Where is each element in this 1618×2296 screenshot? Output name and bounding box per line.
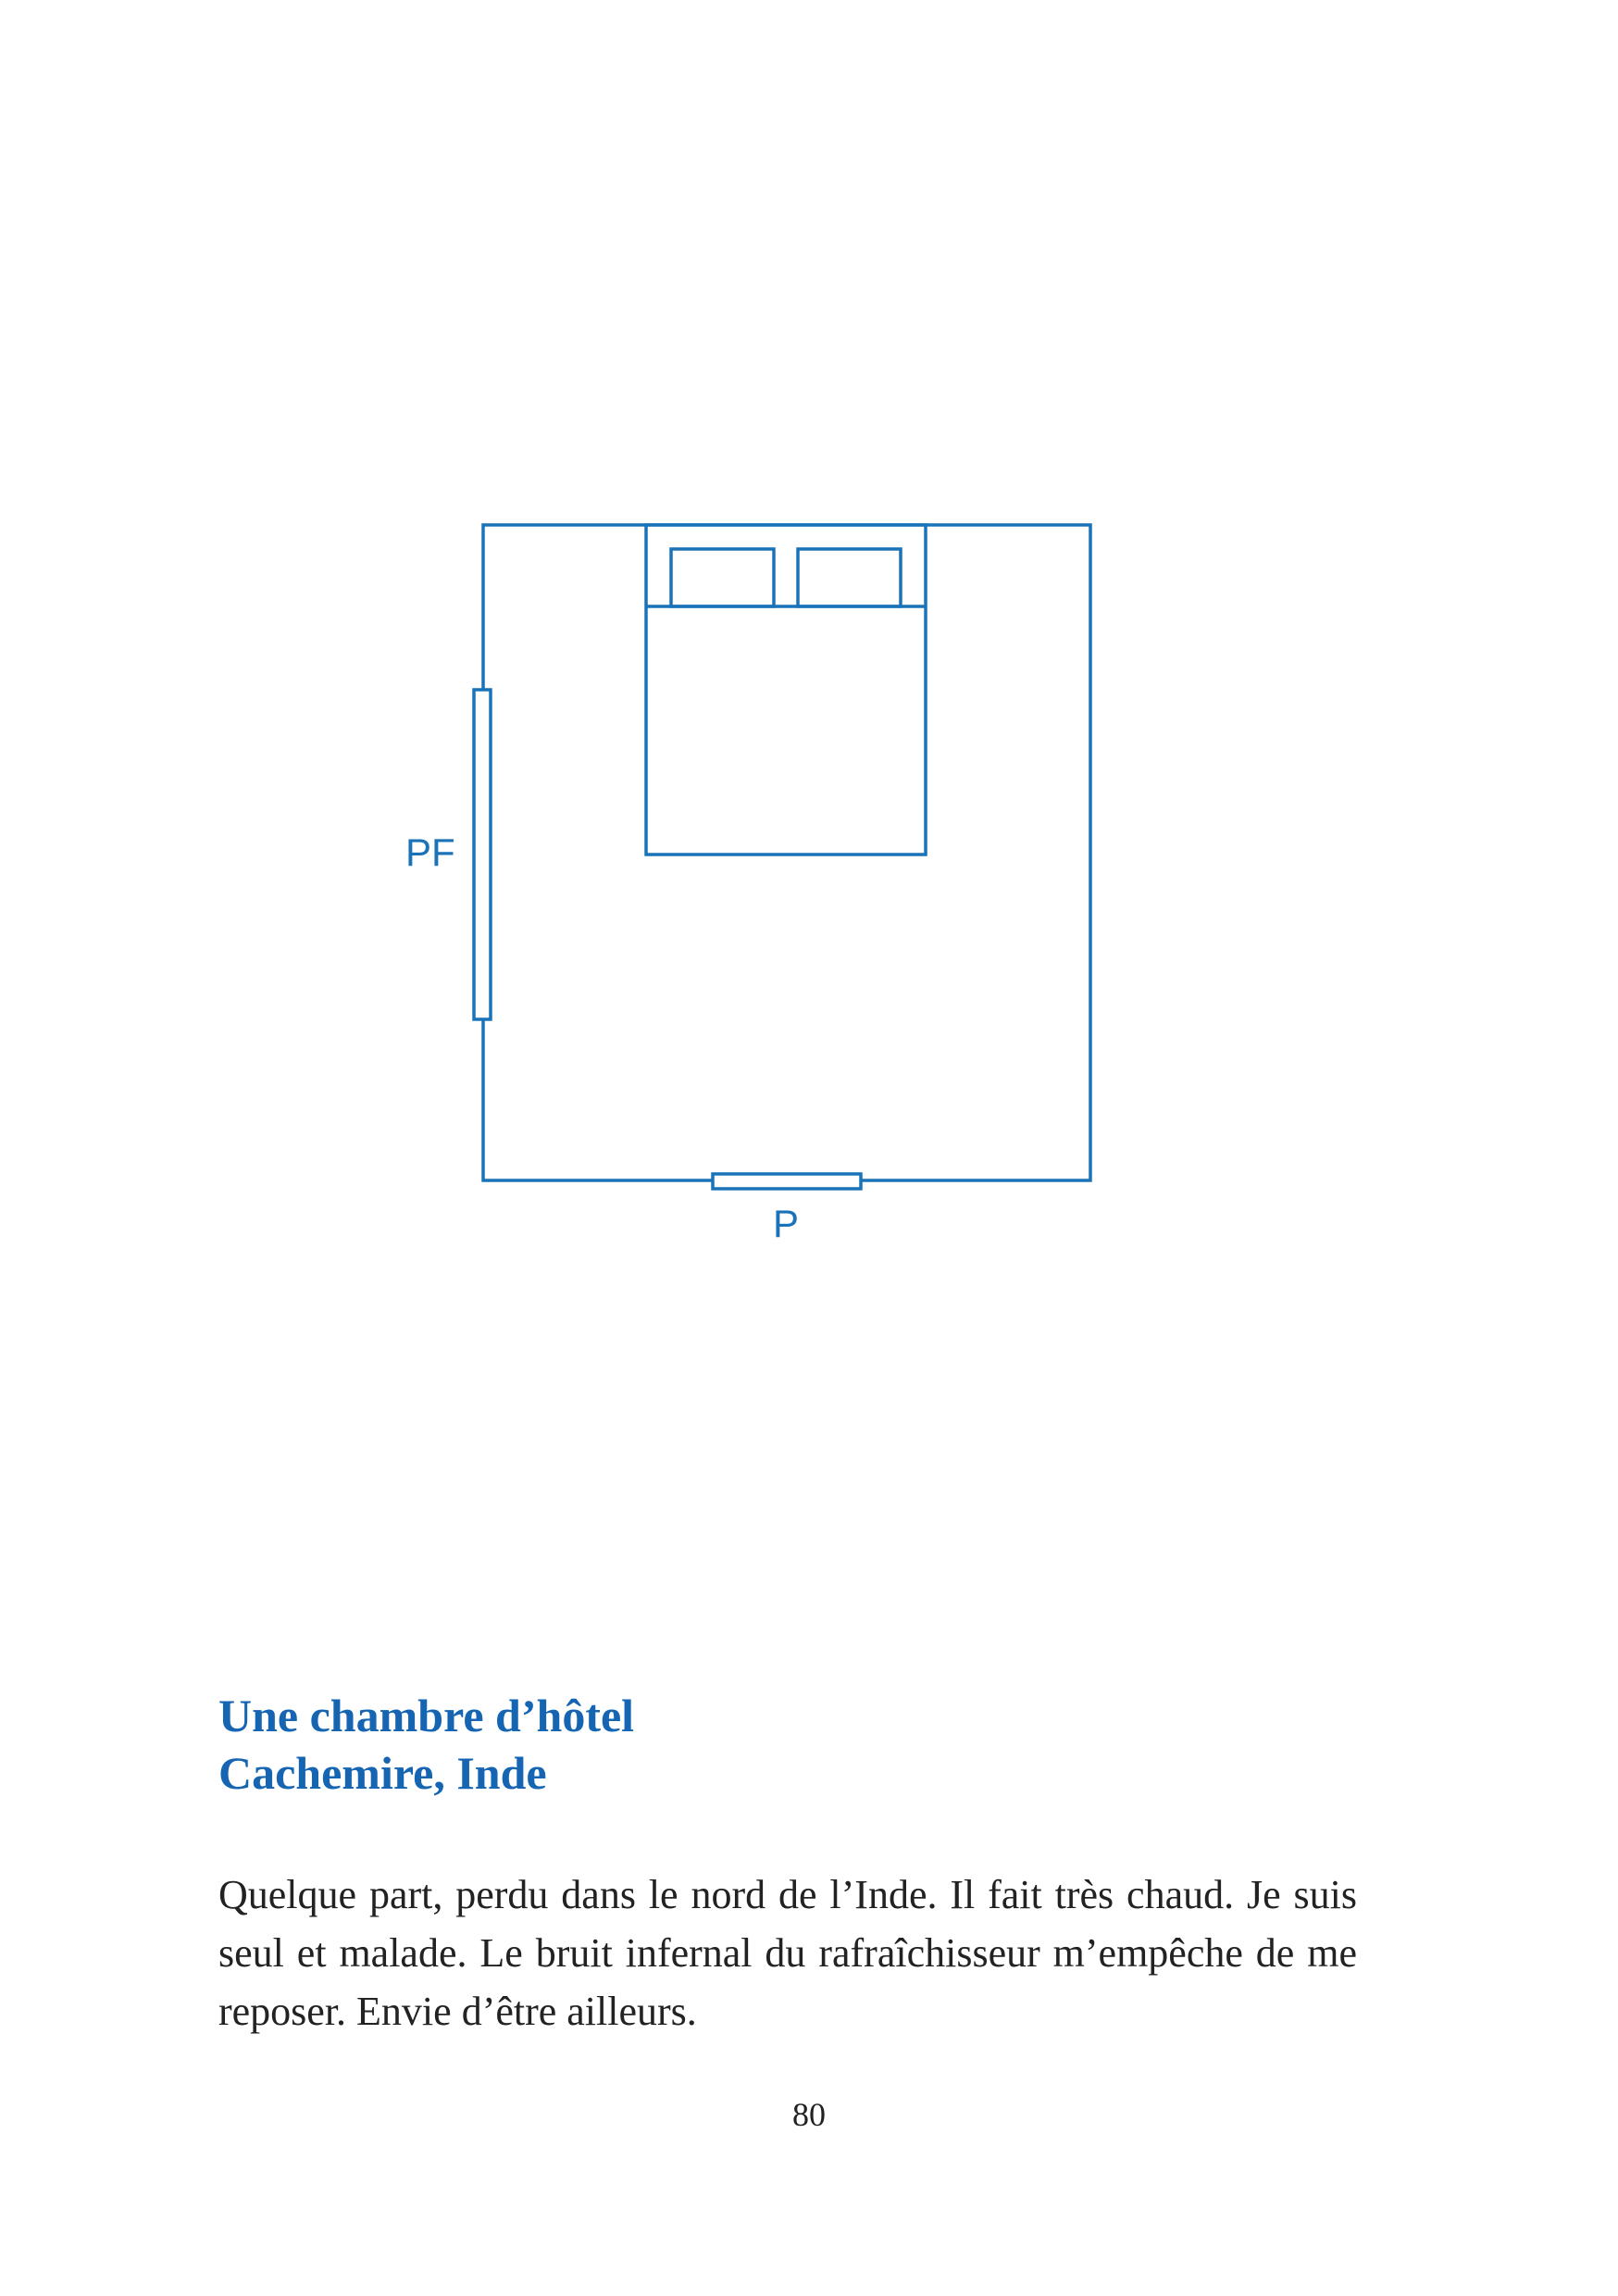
bed [646,525,926,855]
page-number: 80 [792,2096,826,2133]
door-label: P [773,1202,800,1245]
caption-title [218,1687,634,1802]
pillow-right [798,549,901,606]
pillow-left [671,549,774,606]
body-paragraph: Quelque part, perdu dans le nord de l’Inde. Il fait très chaud. Je suis seul et malade. Le bruit infernal du rafraîchisseur m’empêche de me reposer. Envie d’être ailleurs. [218,1872,1357,2034]
caption-title-line-2: Cachemire, Inde [218,1747,547,1799]
window-door-label: PF [405,830,455,874]
door [713,1174,861,1189]
window-door [474,690,491,1019]
room-walls [483,525,1090,1180]
caption-title-line-1: Une chambre d’hôtel [218,1690,635,1741]
